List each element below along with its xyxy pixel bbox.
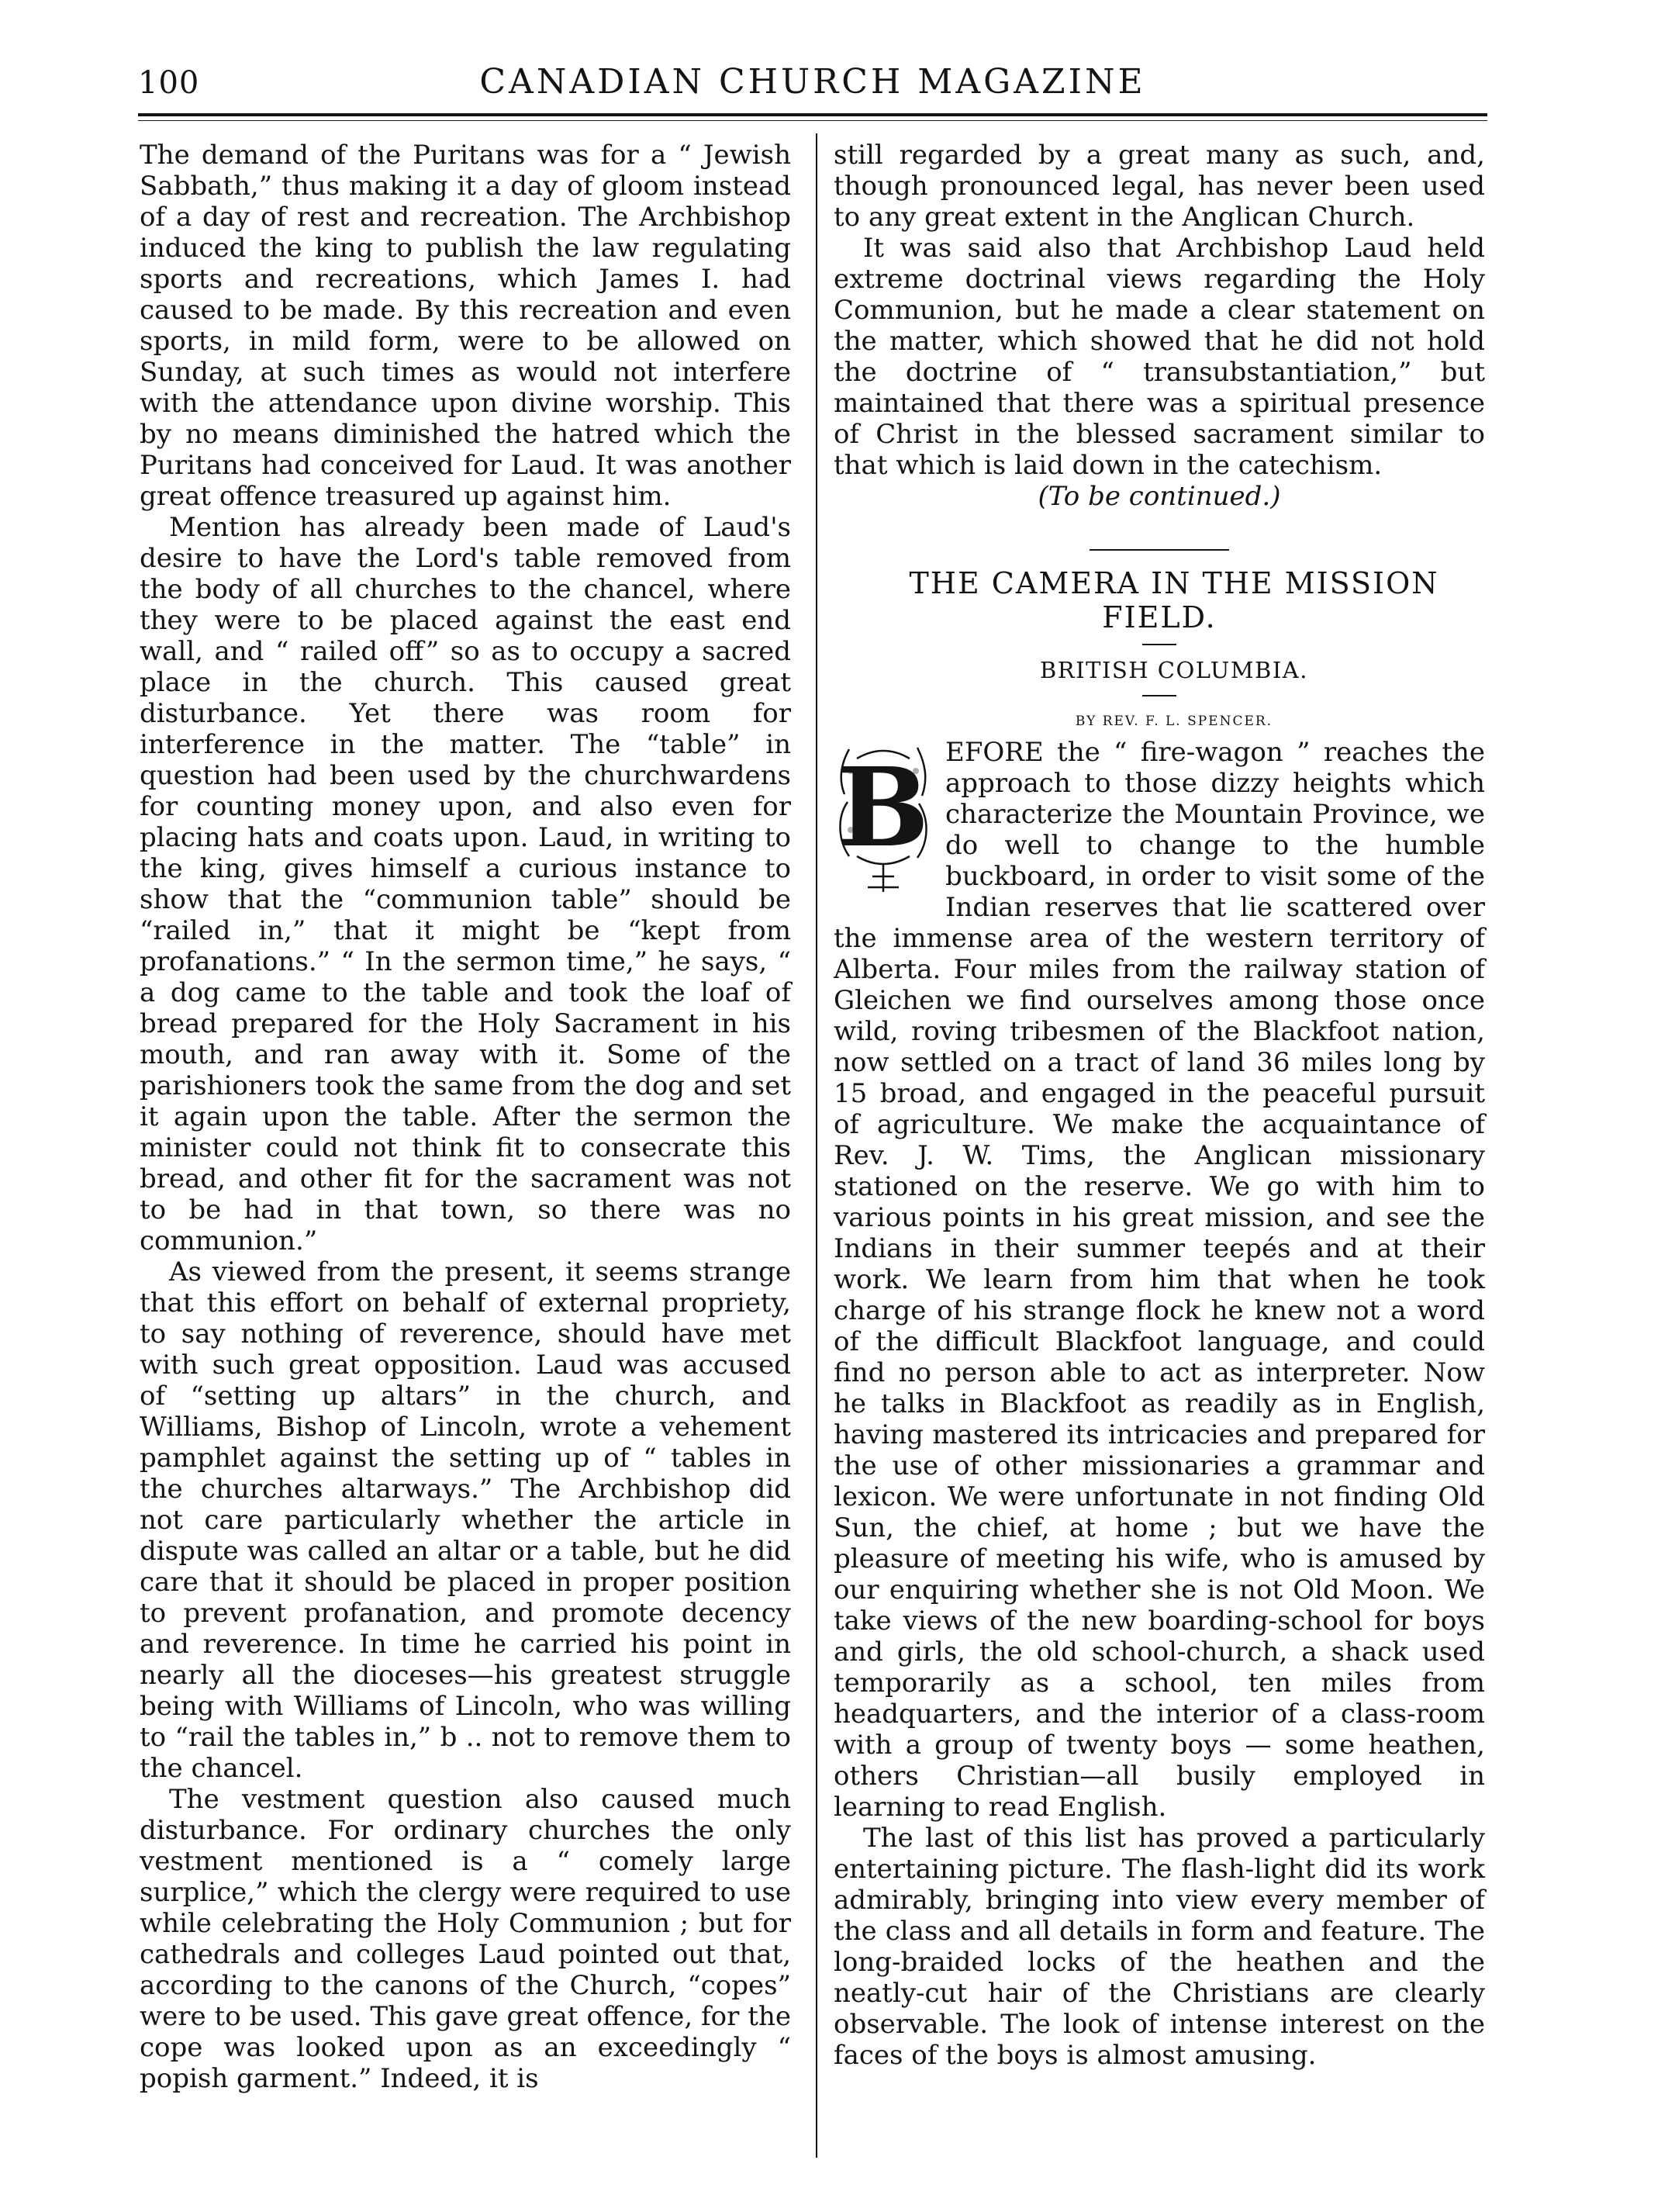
magazine-title: CANADIAN CHURCH MAGAZINE [479,62,1146,102]
paragraph: The last of this list has proved a particularly entertaining picture. The flash-light did its work admirably, bringing into view every member of the class and all details in form and feature. The long-braided locks of the heathen and the neatly-cut hair of the Christians are clearly observable. The look of intense interest on the faces of the boys is almost amusing. [834,1823,1485,2071]
header-rule-thick [138,113,1487,116]
page-number: 100 [138,65,200,101]
paragraph: It was said also that Archbishop Laud held extreme doctrinal views regarding the Holy Communion, but he made a clear statement on the matter, which showed that he did not hold the doctrine of “ transubstantiation,” but maintained that there was a spiritual presence of Christ in the blessed sacrament similar to that which is laid down in the catechism. [834,233,1485,481]
right-column [834,140,1485,2071]
to-be-continued: (To be continued.) [1038,481,1281,512]
paragraph: As viewed from the present, it seems strange that this effort on behalf of external propriety, to say nothing of reverence, should have met with such great opposition. Laud was accused of “setting up altars” in the church, and Williams, Bishop of Lincoln, wrote a vehement pamphlet against the setting up of “ tables in the churches altarways.” The Archbishop did not care particularly whether the article in dispute was called an altar or a table, but he did care that it should be placed in proper position to prevent profanation, and promote decency and reverence. In time he carried his point in nearly all the dioceses—his greatest struggle being with Williams of Lincoln, who was willing to “rail the tables in,” b .. not to remove them to the chancel. [140,1256,791,1784]
paragraph: still regarded by a great many as such, and, though pronounced legal, has never been used to any great extent in the Anglican Church. [834,140,1485,233]
section-divider [1090,549,1229,551]
left-column [140,140,791,2094]
drop-cap-letter: B [837,745,930,872]
article-first-paragraph [834,737,1485,1823]
byline: BY REV. F. L. SPENCER. [1075,714,1273,729]
paragraph: The demand of the Puritans was for a “ Jewish Sabbath,” thus making it a day of gloom instead of a day of rest and recreation. The Archbishop induced the king to publish the law regulating sports and recreations, which James I. had caused to be made. By this recreation and even sports, in mild form, were to be allowed on Sunday, at such times as would not interfere with the attendance upon divine worship. This by no means diminished the hatred which the Puritans had conceived for Laud. It was another great offence treasured up against him. [140,140,791,512]
article-subtitle: BRITISH COLUMBIA. [1040,657,1308,683]
page-header [138,62,1487,115]
subtitle-divider [1142,695,1176,696]
title-divider [1142,644,1176,645]
article-title: THE CAMERA IN THE MISSION FIELD. [909,566,1439,634]
paragraph: The vestment question also caused much disturbance. For ordinary churches the only vestment mentioned is a “ comely large surplice,” which the clergy were required to use while celebrating the Holy Communion ; but for cathedrals and colleges Laud pointed out that, according to the canons of the Church, “copes” were to be used. This gave great offence, for the cope was looked upon as an exceedingly “ popish garment.” Indeed, it is [140,1784,791,2094]
column-divider [816,133,817,2158]
drop-cap-ornament [834,740,933,900]
paragraph: Mention has already been made of Laud's desire to have the Lord's table removed from the body of all churches to the chancel, where they were to be placed against the east end wall, and “ railed off” so as to occupy a sacred place in the church. This caused great disturbance. Yet there was room for interference in the matter. The “table” in question had been used by the churchwardens for counting money upon, and also even for placing hats and coats upon. Laud, in writing to the king, gives himself a curious instance to show that the “communion table” should be “railed in,” that it might be “kept from profanations.” “ In the sermon time,” he says, “ a dog came to the table and took the loaf of bread prepared for the Holy Sacrament in his mouth, and ran away with it. Some of the parishioners took the same from the dog and set it again upon the table. After the sermon the minister could not think fit to consecrate this bread, and other fit for the sacrament was not to be had in that town, so there was no communion.” [140,512,791,1256]
first-paragraph-text: EFORE the “ fire-wagon ” reaches the approach to those dizzy heights which characterize the Mountain Province, we do well to change to the humble buckboard, in order to visit some of the Indian reserves that lie scattered over the immense area of the western territory of Alberta. Four miles from the railway station of Gleichen we find ourselves among those once wild, roving tribesmen of the Blackfoot nation, now settled on a tract of land 36 miles long by 15 broad, and engaged in the peaceful pursuit of agriculture. We make the acquaintance of Rev. J. W. Tims, the Anglican missionary stationed on the reserve. We go with him to various points in his great mission, and see the Indians in their summer teepés and at their work. We learn from him that when he took charge of his strange flock he knew not a word of the difficult Blackfoot language, and could find no person able to act as interpreter. Now he talks in Blackfoot as readily as in English, having mastered its intricacies and prepared for the use of other missionaries a grammar and lexicon. We were unfortunate in not finding Old Sun, the chief, at home ; but we have the pleasure of meeting his wife, who is amused by our enquiring whether she is not Old Moon. We take views of the new boarding-school for boys and girls, the old school-church, a shack used temporarily as a school, ten miles from headquarters, and the interior of a class-room with a group of twenty boys — some heathen, others Christian—all busily employed in learning to read English. [834,737,1485,1823]
header-rule-thin [138,120,1487,121]
